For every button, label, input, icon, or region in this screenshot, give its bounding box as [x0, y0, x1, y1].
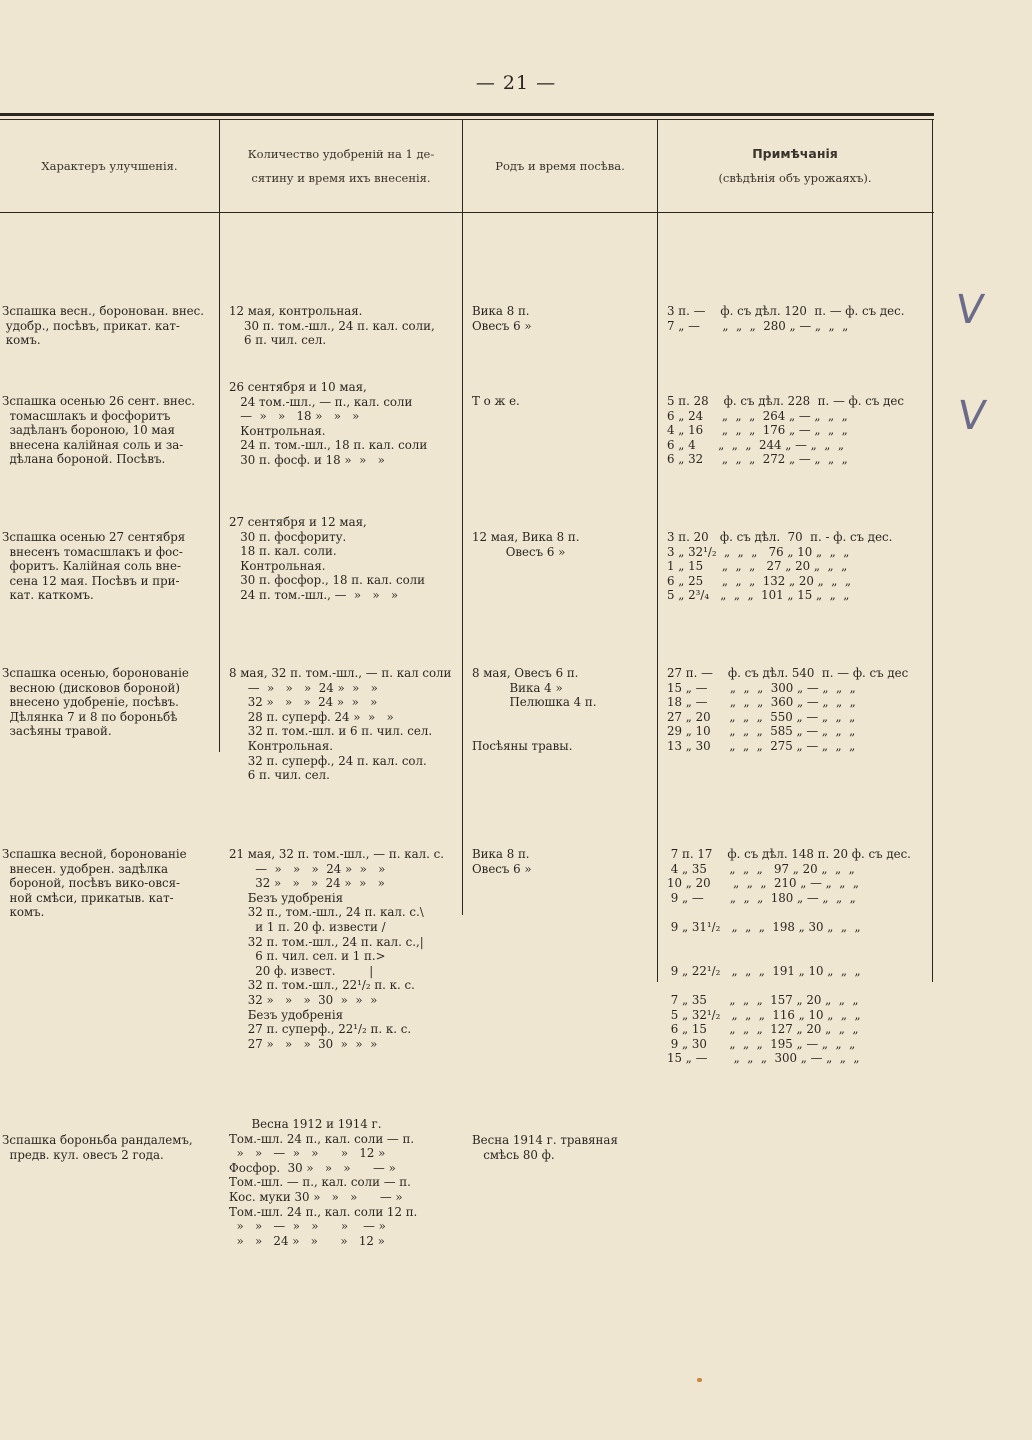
row5-improvement: Зспашка весной, боронованіе внесен. удобрен. задѣлка бороной, посѣвъ вико-овся- ной смѣси, прикатыв. кат- комъ.: [2, 847, 187, 920]
row6-improvement: Зспашка бороньба рандалемъ, предв. кул. овесъ 2 года.: [2, 1133, 193, 1162]
header-col1: Характеръ улучшенія.: [41, 159, 178, 173]
pencil-check-mark-2: V: [954, 393, 989, 439]
row3-fertilizer: 27 сентября и 12 мая, 30 п. фосфориту. 18 п. кал. соли. Контрольная. 30 п. фосфор., 18 п. кал. соли 24 п. том.-шл., — » » »: [229, 515, 426, 602]
row1-improvement: Зспашка весн., боронован. внес. удобр., посѣвъ, прикат. кат- комъ.: [2, 304, 205, 348]
header-bottom-rule: [0, 212, 934, 213]
page-number: — 21 —: [475, 72, 557, 94]
row2-improvement: Зспашка осенью 26 сент. внес. томасшлакъ и фосфоритъ задѣланъ бороною, 10 мая внесена калійная соль и за- дѣлана бороной. Посѣвъ.: [2, 394, 196, 467]
header-col2: [220, 120, 462, 212]
row4-fertilizer: 8 мая, 32 п. том.-шл., — п. кал соли — » » » 24 » » » 32 » » » 24 » » » 28 п. суперф. 24 » » » 32 п. том.-шл. и 6 п. чил. сел. Контрольная. 32 п. суперф., 24 п. кал. сол. 6 п. чил. сел.: [229, 666, 452, 783]
row1-fertilizer: 12 мая, контрольная. 30 п. том.-шл., 24 п. кал. соли, 6 п. чил. сел.: [229, 304, 435, 348]
row4-notes: 27 п. — ф. съ дѣл. 540 п. — ф. съ дес 15 „ — „ „ „ 300 „ — „ „ „ 18 „ — „ „ „ 360 „ — „ „ „ 27 „ 20 „ „ „ 550 „ — „ „ „ 29 „ 10 „ „ „ 585 „ — „ „ „ 13 „ 30 „ „ „ 275 „ — „ „ „: [667, 666, 909, 753]
row3-sowing: 12 мая, Вика 8 п. Овесъ 6 »: [472, 530, 580, 559]
header-col4: [658, 120, 932, 212]
header-col2-line2: сятину и время ихъ внесенія.: [251, 171, 431, 185]
row1-notes: 3 п. — ф. съ дѣл. 120 п. — ф. съ дес. 7 „ — „ „ „ 280 „ — „ „ „: [667, 304, 905, 333]
row2-fertilizer: 26 сентября и 10 мая, 24 том.-шл., — п., кал. соли — » » 18 » » » Контрольная. 24 п. том.-шл., 18 п. кал. соли 30 п. фосф. и 18 » » »: [229, 380, 428, 467]
pencil-check-mark-1: V: [952, 287, 987, 333]
row3-improvement: Зспашка осенью 27 сентября внесенъ томасшлакъ и фос- форитъ. Калійная соль вне- сена 12 мая. Посѣвъ и при- кат. каткомъ.: [2, 530, 186, 603]
header-col4-title: Примѣчанія: [752, 146, 838, 161]
row5-notes: 7 п. 17 ф. съ дѣл. 148 п. 20 ф. съ дес. 4 „ 35 „ „ „ 97 „ 20 „ „ „ 10 „ 20 „ „ „ 210 „ — „ „ „ 9 „ — „ „ „ 180 „ — „ „ „ 9 „ 31¹/₂ „ „ „ 198 „ 30 „ „ „ 9 „ 22¹/₂ „ „ „ 191 „ 10 „ „ „ 7 „ 35 „ „ „ 157 „ 20 „ „ „ 5 „ 32¹/₂ „ „ „ 116 „ 10 „ „ „ 6 „ 15 „ „ „ 127 „ 20 „ „ „ 9 „ 30 „ „ „ 195 „ — „ „ „ 15 „ — „ „ „ 300 „ — „ „ „: [667, 847, 911, 1066]
row4-improvement: Зспашка осенью, боронованіе весною (дисковов бороной) внесено удобреніе, посѣвъ. Дѣлянка 7 и 8 по бороньбѣ засѣяны травой.: [2, 666, 189, 739]
row1-sowing: Вика 8 п. Овесъ 6 »: [472, 304, 532, 333]
row5-sowing: Вика 8 п. Овесъ 6 »: [472, 847, 532, 876]
row4-sowing: 8 мая, Овесъ 6 п. Вика 4 » Пелюшка 4 п. Посѣяны травы.: [472, 666, 597, 753]
ink-spot: [697, 1378, 702, 1382]
table-top-rule: [0, 113, 934, 116]
header-col4-sub: (свѣдѣнія объ урожаяхъ).: [718, 171, 872, 185]
row5-fertilizer: 21 мая, 32 п. том.-шл., — п. кал. с. — » » » 24 » » » 32 » » » 24 » » » Безъ удобренія 32 п., том.-шл., 24 п. кал. с.\ и 1 п. 20 ф. извести / 32 п. том.-шл., 24 п. кал. с.,| 6 п. чил. сел. и 1 п.> 20 ф. извест. | 32 п. том.-шл., 22¹/₂ п. к. с. 32 » » » 30 » » » Безъ удобренія 27 п. суперф., 22¹/₂ п. к. с. 27 » » » 30 » » »: [229, 847, 444, 1051]
header-col2-line1: Количество удобреній на 1 де-: [247, 147, 435, 161]
row6-fertilizer: Весна 1912 и 1914 г. Том.-шл. 24 п., кал. соли — п. » » — » » » 12 » Фосфор. 30 » » » — » Том.-шл. — п., кал. соли — п. Кос. муки 30 » » » — » Том.-шл. 24 п., кал. соли 12 п. » » — » » » — » » » 24 » » » 12 »: [229, 1117, 418, 1248]
row2-sowing: Т о ж е.: [472, 394, 520, 408]
column-divider-3: [657, 120, 658, 982]
header-col3: Родъ и время посѣва.: [495, 159, 625, 173]
column-divider-2: [462, 120, 463, 915]
column-divider-1: [219, 120, 220, 752]
row3-notes: 3 п. 20 ф. съ дѣл. 70 п. - ф. съ дес. 3 „ 32¹/₂ „ „ „ 76 „ 10 „ „ „ 1 „ 15 „ „ „ 27 „ 20 „ „ „ 6 „ 25 „ „ „ 132 „ 20 „ „ „ 5 „ 2³/₄ „ „ „ 101 „ 15 „ „ „: [667, 530, 893, 603]
column-divider-right: [932, 120, 933, 982]
row6-sowing: Весна 1914 г. травяная смѣсь 80 ф.: [472, 1133, 618, 1162]
row2-notes: 5 п. 28 ф. съ дѣл. 228 п. — ф. съ дес 6 „ 24 „ „ „ 264 „ — „ „ „ 4 „ 16 „ „ „ 176 „ — „ „ „ 6 „ 4 „ „ „ 244 „ — „ „ „ 6 „ 32 „ „ „ 272 „ — „ „ „: [667, 394, 904, 467]
